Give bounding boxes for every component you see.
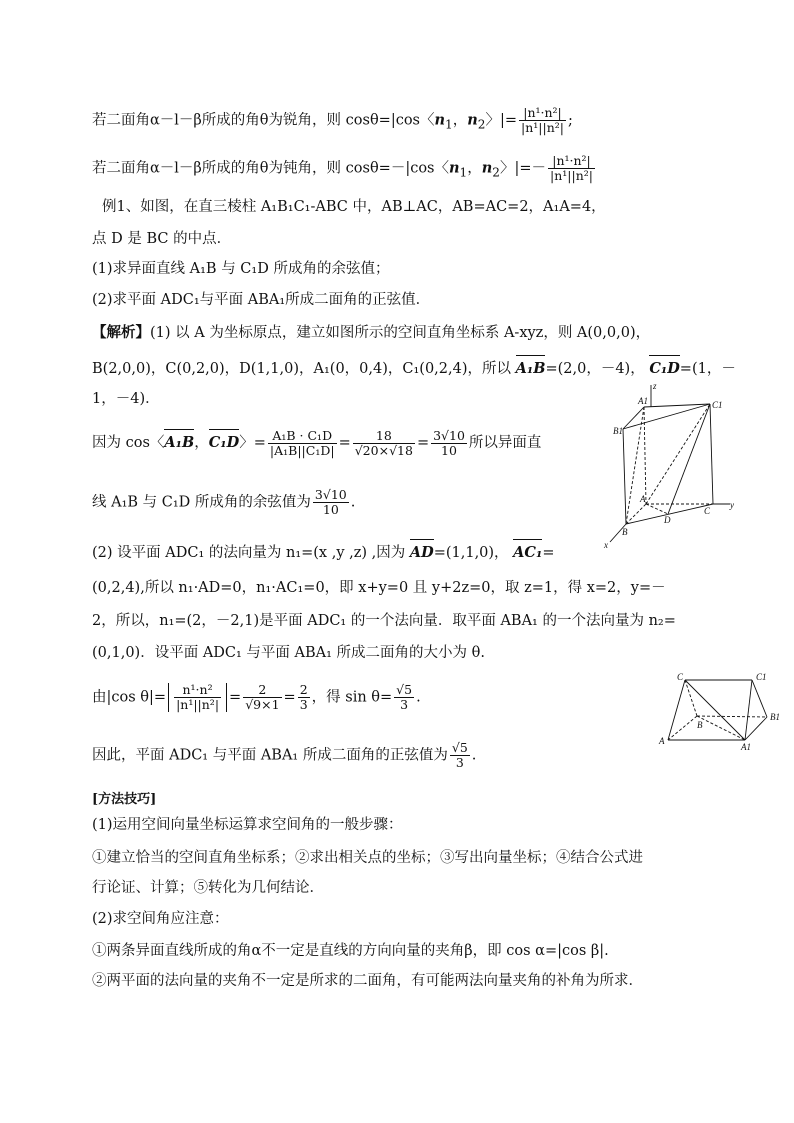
- subscript: 2: [492, 165, 500, 180]
- method-line-3: 行论证、计算；⑤转化为几何结论．: [92, 880, 324, 896]
- vector-n1: n: [434, 111, 446, 129]
- denominator: 3: [455, 755, 464, 770]
- label-x: x: [604, 540, 608, 550]
- formula-text: 若二面角α－l－β所成的角θ为锐角，则 cosθ=|cos〈: [92, 112, 435, 129]
- fraction: [431, 429, 467, 458]
- numerator: 2: [299, 682, 308, 697]
- label-a: A: [659, 736, 665, 746]
- label-z: z: [653, 381, 657, 391]
- example-line-1: 例1、如图，在直三棱柱 A₁B₁C₁-ABC 中，AB⊥AC，AB=AC=2，A₁A=4，: [102, 199, 606, 215]
- solution-text: 因此，平面 ADC₁ 与平面 ABA₁ 所成二面角的正弦值为: [92, 747, 448, 764]
- equals: =: [416, 435, 430, 451]
- vector-c1d: C₁D: [649, 354, 679, 379]
- numerator: √5: [396, 682, 413, 697]
- denominator: √9×1: [245, 697, 280, 712]
- fraction: [548, 154, 595, 183]
- numerator: √5: [451, 740, 468, 755]
- fraction: [353, 429, 415, 458]
- method-line-1: (1)运用空间向量坐标运算求空间角的一般步骤：: [92, 817, 403, 833]
- method-line-5: ①两条异面直线所成的角α不一定是直线的方向向量的夹角β，即 cos α=|cos β|.: [92, 943, 609, 959]
- denominator: 10: [441, 442, 457, 458]
- label-c1: C1: [756, 672, 767, 682]
- solution-text: 线 A₁B 与 C₁D 所成角的余弦值为: [92, 494, 311, 511]
- subscript: 2: [477, 117, 486, 132]
- formula-obtuse-line: [92, 154, 597, 183]
- solution-text: =(1,1,0)，: [433, 545, 509, 561]
- method-title: [方法技巧]: [92, 792, 157, 807]
- vector-n2: n: [467, 111, 478, 129]
- vector-a1b: A₁B: [164, 428, 194, 453]
- vector-n1: n: [449, 159, 460, 177]
- solution-line-6: [92, 538, 554, 563]
- solution-text: 所以异面直: [468, 435, 542, 451]
- cos-formula-line: 因为 cos〈A₁B，C₁D〉= $\frac{\text{A₁B · C₁D}}{\text{|A₁B||C₁D|}}$ = $\frac{18}{√20\times√18}$ = $\frac{3√10}{10}$ 所以异面直: [92, 427, 542, 458]
- fraction: [174, 683, 221, 712]
- denominator: 10: [322, 502, 339, 517]
- denominator: 3: [299, 697, 308, 712]
- numerator: 3√10: [314, 487, 347, 502]
- numerator: |n¹·n²|: [548, 154, 595, 169]
- fraction: [268, 429, 337, 458]
- denominator: |n¹||n²|: [521, 120, 564, 135]
- prism-figure: [655, 670, 790, 752]
- formula-text: 若二面角α－l－β所成的角θ为钝角，则 cosθ=－|cos〈: [92, 160, 449, 177]
- fraction: [450, 741, 470, 770]
- label-c: C: [704, 506, 711, 516]
- numerator: n¹·n²: [174, 683, 221, 698]
- solution-text: ，得 sin θ=: [311, 689, 393, 706]
- denominator: √20×√18: [354, 442, 413, 458]
- solution-text: =(2,0，－4)，: [545, 361, 645, 377]
- label-b: B: [622, 527, 628, 537]
- label-b: B: [697, 720, 703, 730]
- method-line-2: ①建立恰当的空间直角坐标系；②求出相关点的坐标；③写出向量坐标；④结合公式进: [92, 850, 643, 866]
- solution-text: 〉=: [239, 435, 266, 451]
- label-a: A: [640, 494, 646, 504]
- solution-label: 【解析】: [92, 324, 150, 341]
- fraction: [243, 683, 281, 712]
- question-1: (1)求异面直线 A₁B 与 C₁D 所成角的余弦值；: [92, 261, 390, 277]
- denominator: |n¹||n²|: [176, 697, 220, 712]
- solution-text: (2) 设平面 ADC₁ 的法向量为 n₁=(x ,y ,z) ,因为: [92, 545, 406, 561]
- numerator: |n¹·n²|: [519, 106, 566, 121]
- solution-line-9: (0,1,0)．设平面 ADC₁ 与平面 ABA₁ 所成二面角的大小为 θ.: [92, 645, 486, 661]
- label-b1: B1: [770, 712, 780, 722]
- solution-line-1: [92, 323, 650, 343]
- solution-line-10: 由|cos θ|= $\frac{\text{n¹·n²}}{\text{|n¹||n²|}}$ = $\frac{2}{√9\times 1}$ = $\frac{2}{3}$ ，得 sin θ= $\frac{√5}{3}$ .: [92, 682, 421, 712]
- numerator: 18: [353, 429, 415, 444]
- solution-line-2: [92, 354, 736, 379]
- method-line-4: (2)求空间角应注意：: [92, 911, 229, 927]
- fraction: [313, 488, 349, 517]
- formula-text: 〉|=: [485, 112, 518, 129]
- vector-c1d: C₁D: [209, 428, 239, 453]
- solution-text: 由|cos θ|=: [92, 689, 167, 706]
- denominator: |n¹||n²|: [550, 168, 593, 183]
- equals: =: [338, 435, 351, 451]
- denominator: |A₁B||C₁D|: [269, 442, 335, 458]
- label-c1: C1: [712, 400, 723, 410]
- numerator: 2: [243, 683, 281, 698]
- label-a1: A1: [638, 396, 648, 406]
- solution-line-8: 2，所以，n₁=(2，－2,1)是平面 ADC₁ 的一个法向量．取平面 ABA₁ 的一个法向量为 n₂=: [92, 613, 676, 629]
- method-line-6: ②两平面的法向量的夹角不一定是所求的二面角，有可能两法向量夹角的补角为所求．: [92, 973, 643, 989]
- solution-text: =(1，－: [679, 361, 736, 377]
- formula-text: 〉|=－: [499, 160, 547, 177]
- equals: =: [229, 689, 242, 706]
- formula-text: ;: [567, 112, 573, 129]
- example-line-2: 点 D 是 BC 的中点．: [92, 231, 232, 247]
- comma: ，: [467, 160, 482, 177]
- subscript: 1: [445, 117, 453, 132]
- comma: ，: [452, 112, 468, 129]
- vector-n2: n: [481, 159, 493, 177]
- denominator: 3: [400, 697, 409, 712]
- solution-line-7: (0,2,4),所以 n₁·AD=0，n₁·AC₁=0，即 x+y=0 且 y+2z=0，取 z=1，得 x=2，y=－: [92, 580, 666, 596]
- solution-line-5: 线 A₁B 与 C₁D 所成角的余弦值为 $\frac{3√10}{10}$ .: [92, 487, 356, 517]
- fraction: [519, 106, 566, 135]
- fraction: [394, 683, 414, 712]
- fraction: [298, 683, 310, 712]
- label-y: y: [730, 500, 734, 510]
- solution-text: (1) 以 A 为坐标原点，建立如图所示的空间直角坐标系 A-xyz，则 A(0,0,0)，: [150, 325, 651, 341]
- numerator: 3√10: [433, 427, 465, 443]
- vector-ac1: AC₁: [513, 538, 542, 563]
- solution-text: =: [542, 545, 555, 561]
- solution-text: B(2,0,0)，C(0,2,0)，D(1,1,0)，A₁(0，0,4)，C₁(0,2,4)，所以: [92, 361, 511, 377]
- label-d: D: [664, 515, 671, 525]
- label-a1: A1: [741, 742, 751, 752]
- label-c: C: [677, 672, 684, 682]
- vector-ad: AD: [410, 538, 434, 563]
- vector-a1b: A₁B: [516, 354, 546, 379]
- solution-line-11: 因此，平面 ADC₁ 与平面 ABA₁ 所成二面角的正弦值为 $\frac{√5}{3}$ .: [92, 740, 477, 770]
- subscript: 1: [459, 165, 468, 180]
- formula-acute-line: [92, 106, 573, 135]
- numerator: A₁B · C₁D: [268, 429, 337, 444]
- prism-coordinate-figure: [598, 380, 740, 555]
- solution-line-3: 1，－4)．: [92, 391, 160, 407]
- absolute-value: [168, 683, 227, 712]
- solution-text: 因为 cos〈: [92, 435, 165, 451]
- question-2: (2)求平面 ADC₁与平面 ABA₁所成二面角的正弦值．: [92, 292, 431, 308]
- equals: =: [283, 689, 296, 706]
- label-b1: B1: [613, 426, 623, 436]
